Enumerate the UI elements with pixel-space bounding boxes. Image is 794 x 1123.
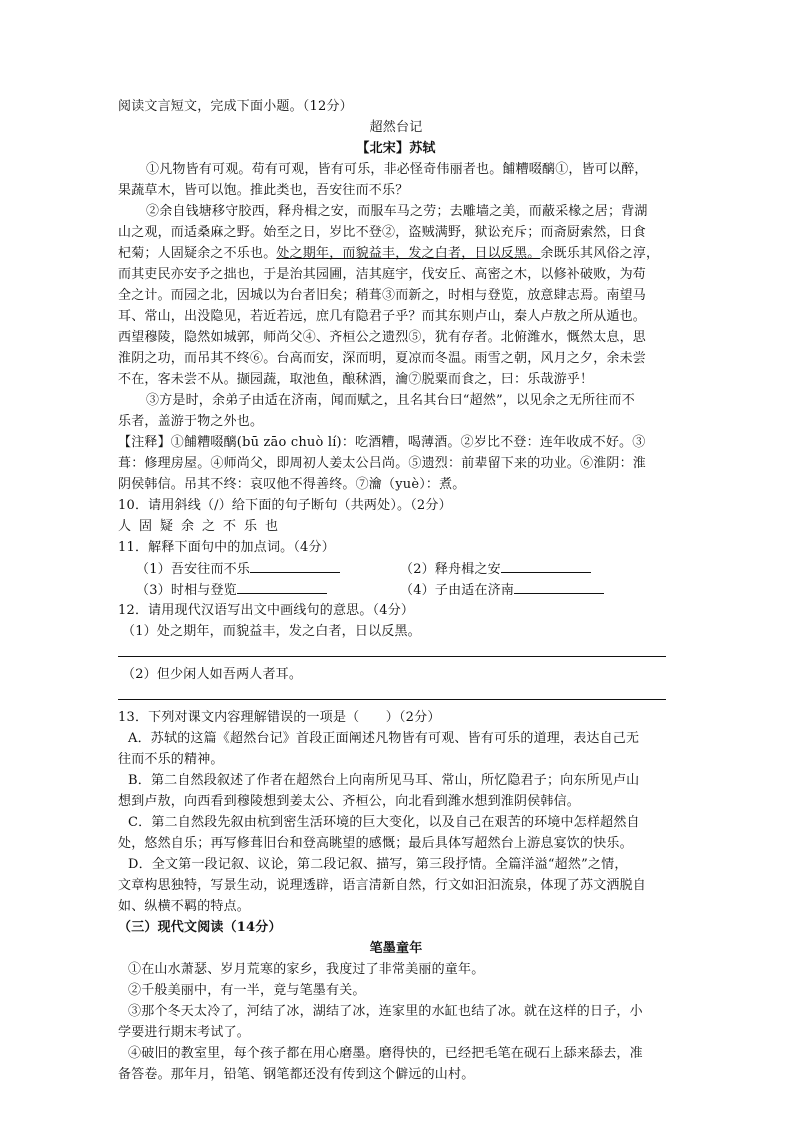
q13-prompt: 13．下列对课文内容理解错误的一项是（ ）（2分）	[118, 710, 441, 725]
q11-item: （3）时相与登览	[136, 583, 237, 598]
underlined-sentence: 处之期年，而貌益丰，发之白者，日以反黑。	[276, 246, 541, 261]
para3-line: 乐者，盖游于物之外也。	[118, 414, 264, 429]
q13-option-d-cont: 文章构思独特，写景生动，说理透辟，语言清新自然，行文如汩汩流泉，体现了苏文洒脱自	[118, 878, 647, 893]
q13-option-c-cont: 处，悠然自乐；再写修葺旧台和登高眺望的感慨；最后具体写超然台上游息宴饮的快乐。	[118, 836, 633, 851]
answer-blank[interactable]	[250, 558, 340, 573]
q10-sentence: 人固疑余之不乐也	[118, 519, 287, 534]
q11-item: （4）子由适在济南	[400, 583, 515, 598]
answer-blank[interactable]	[237, 579, 327, 594]
q11-prompt: 11．解释下面句中的加点词。（4分）	[118, 540, 335, 555]
para2-line: 淮阴之功，而吊其不终⑥。台高而安，深而明，夏凉而冬温。雨雪之朝，风月之夕，余未尝	[118, 351, 647, 366]
para2-line: 山之观，而适桑麻之野。始至之日，岁比不登②，盗贼满野，狱讼充斥；而斋厨索然，日食	[118, 225, 647, 240]
worksheet-page	[118, 96, 674, 1085]
para1-line: ①凡物皆有可观。苟有可观，皆有可乐，非必怪奇伟丽者也。餔糟啜醨①，皆可以醉，	[146, 162, 648, 177]
q13-option-c: C．第二自然段先叙由杭到密生活环境的巨大变化，以及自己在艰苦的环境中怎样超然自	[128, 815, 640, 830]
passage-title: 超然台记	[369, 120, 423, 135]
para2-line: 不在，客未尝不从。撷园蔬，取池鱼，酿秫酒，瀹⑦脱粟而食之，曰：乐哉游乎！	[118, 372, 594, 387]
notes-line: 【注释】①餔糟啜醨(bū zāo chuò lí)：吃酒糟，喝薄酒。②岁比不登：连年收成不好。③	[118, 435, 646, 450]
passage-author: 【北宋】苏轼	[356, 141, 436, 156]
answer-line[interactable]	[118, 685, 666, 700]
para3-line: ③方是时，余弟子由适在济南，闻而赋之，且名其台曰“超然”，以见余之无所往而不	[146, 393, 635, 408]
q13-option-d-cont: 如、纵横不羁的特点。	[118, 899, 251, 914]
para1-line: 果蔬草木，皆可以饱。推此类也，吾安往而不乐？	[118, 183, 409, 198]
answer-blank[interactable]	[501, 558, 591, 573]
q12-item: （1）处之期年，而貌益丰，发之白者，日以反黑。	[122, 624, 421, 639]
essay-line: ③那个冬天太冷了，河结了冰，湖结了冰，连家里的水缸也结了冰。就在这样的日子，小	[128, 1004, 643, 1019]
q11-row	[118, 579, 674, 600]
q13-option-a-cont: 往而不乐的精神。	[118, 752, 224, 767]
answer-blank[interactable]	[514, 579, 604, 594]
q13-option-a: A．苏轼的这篇《超然台记》首段正面阐述凡物皆有可观、皆有可乐的道理，表达自己无	[128, 731, 640, 746]
reading-intro: 阅读文言短文，完成下面小题。（12分）	[118, 99, 353, 114]
section-heading: （三）现代文阅读（14分）	[118, 920, 282, 935]
para2-line: ②余自钱塘移守胶西，释舟楫之安，而服车马之劳；去雕墙之美，而蔽采椽之居；背湖	[146, 204, 648, 219]
q13-option-d: D．全文第一段记叙、议论，第二段记叙、描写，第三段抒情。全篇洋溢“超然”之情，	[128, 857, 628, 872]
q10-prompt: 10．请用斜线（/）给下面的句子断句（共两处）。（2分）	[118, 498, 452, 513]
essay-line: ④破旧的教室里，每个孩子都在用心磨墨。磨得快的，已经把毛笔在砚石上舔来舔去，准	[128, 1046, 643, 1061]
q11-row	[118, 558, 674, 579]
q11-item: （2）释舟楫之安	[400, 562, 501, 577]
notes-line: 葺：修理房屋。④师尚父，即周初人姜太公吕尚。⑤遗烈：前辈留下来的功业。⑥淮阴：淮	[118, 456, 647, 471]
essay-line: 学要进行期末考试了。	[118, 1025, 251, 1040]
para2-line: 西望穆陵，隐然如城郭，师尚父④、齐桓公之遗烈⑤，犹有存者。北俯潍水，慨然太息，思	[118, 330, 647, 345]
q11-item: （1）吾安往而不乐	[136, 562, 251, 577]
essay-title: 笔墨童年	[369, 941, 423, 956]
para2-line: 全之计。而园之北，因城以为台者旧矣；稍葺③而新之，时相与登览，放意肆志焉。南望马	[118, 288, 647, 303]
essay-line: 备答卷。那年月，铅笔、钢笔都还没有传到这个僻远的山村。	[118, 1067, 475, 1082]
q12-prompt: 12．请用现代汉语写出文中画线句的意思。（4分）	[118, 603, 415, 618]
essay-line: ①在山水萧瑟、岁月荒寒的家乡，我度过了非常美丽的童年。	[128, 962, 485, 977]
q13-option-b-cont: 想到卢敖，向西看到穆陵想到姜太公、齐桓公，向北看到潍水想到淮阴侯韩信。	[118, 794, 581, 809]
essay-line: ②千般美丽中，有一半，竟与笔墨有关。	[128, 983, 366, 998]
q13-option-b: B．第二自然段叙述了作者在超然台上向南所见马耳、常山，所忆隐君子；向东所见卢山	[128, 773, 640, 788]
notes-line: 阴侯韩信。吊其不终：哀叹他不得善终。⑦瀹（yuè）：煮。	[118, 477, 466, 492]
para2-line: 而其吏民亦安予之拙也，于是治其园圃，洁其庭宇，伐安丘、高密之木，以修补破败，为苟	[118, 267, 647, 282]
q12-item: （2）但少闲人如吾两人者耳。	[122, 667, 303, 682]
para2-line: 耳、常山，出没隐见，若近若远，庶几有隐君子乎？而其东则卢山，秦人卢敖之所从遁也。	[118, 309, 647, 324]
para2-line: 杞菊；人固疑余之不乐也。处之期年，而貌益丰，发之白者，日以反黑。余既乐其风俗之淳，	[118, 246, 660, 261]
answer-line[interactable]	[118, 642, 666, 657]
